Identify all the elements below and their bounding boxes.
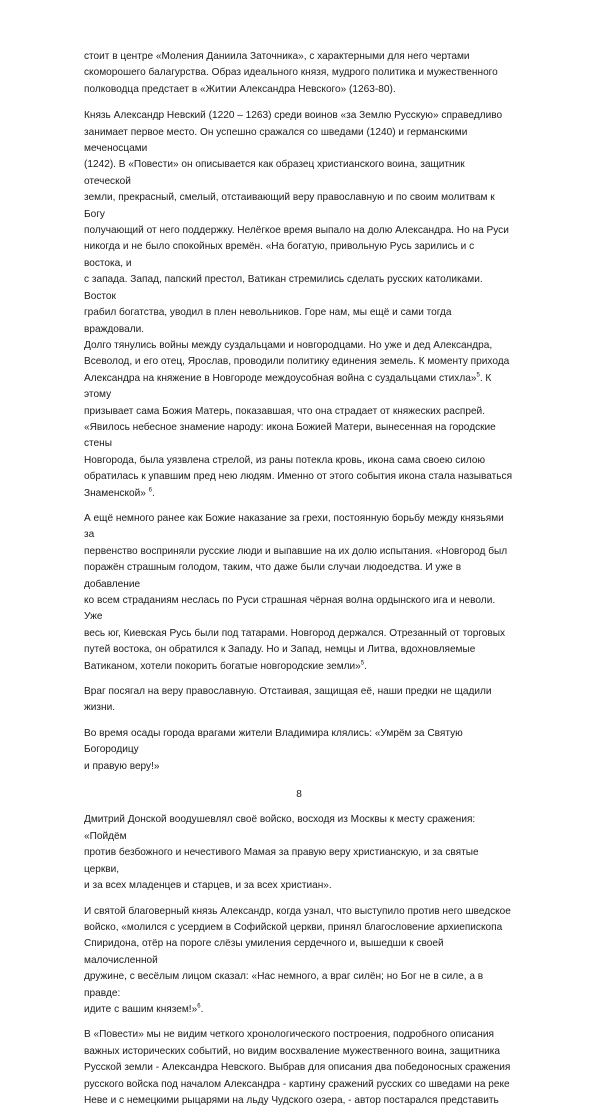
- paragraph-5: [84, 726, 514, 775]
- text-line: идите с вашим князем!»: [84, 1003, 198, 1015]
- text-line: Дмитрий Донской воодушевлял своё войско, восходя из Москвы к месту сражения: «Пойдём: [84, 814, 476, 842]
- paragraph-1: [84, 49, 514, 98]
- paragraph-2: [84, 108, 514, 502]
- text-line: грабил богатства, уводил в плен невольников. Горе нам, мы ещё и сами тогда враждовали.: [84, 307, 452, 335]
- text-line: войско, «молился с усердием в Софийской церкви, принял благословение архиепископа: [84, 921, 503, 933]
- footnote-ref: 6: [148, 487, 153, 494]
- text-line: «Явилось небесное знамение народу: икона Божией Матери, вынесенная на городские стены: [84, 421, 496, 450]
- text-line: стоит в центре «Моления Даниила Заточника», с характерными для него чертами: [84, 51, 470, 62]
- text-line: обратилась к упавшим пред нею людям. Именно от этого события икона стала называться: [84, 471, 513, 483]
- text-line: с запада. Запад, папский престол, Ватикан стремились сделать русских католиками. Восток: [84, 274, 483, 302]
- paragraph-6: [84, 812, 514, 894]
- text-line: А ещё немного ранее как Божие наказание за грехи, постоянную борьбу между князьями за: [84, 512, 504, 541]
- text-line: полководца предстает в «Житии Александра Невского» (1263-80).: [84, 83, 396, 95]
- text-line: земли, прекрасный, смелый, отстаивающий веру православную и по своим молитвам к Богу: [84, 192, 495, 220]
- paragraph-8: [84, 1027, 514, 1109]
- text-line: Долго тянулись войны между суздальцами и новгородцами. Но уже и дед Александра,: [84, 339, 493, 351]
- text-line: Русской земли - Александра Невского. Выбрав для описания два победоносных сражения: [84, 1062, 511, 1074]
- paragraph-7: [84, 904, 514, 1019]
- footnote-ref: 5: [360, 660, 365, 667]
- text-line: дружине, с весёлым лицом сказал: «Нас немного, а враг силён; но Бог не в силе, а в правде:: [84, 971, 484, 999]
- text-line: скоморошего балагурства. Образ идеального князя, мудрого политика и мужественного: [84, 67, 498, 79]
- paragraph-3: [84, 511, 514, 675]
- text-line: (1242). В «Повести» он описывается как образец христианского воина, защитник отечеcкой: [84, 159, 465, 187]
- text-line-tail: .: [152, 487, 155, 499]
- text-line: важных исторических событий, но видим восхваление мужественного воина, защитника: [84, 1045, 501, 1057]
- text-line: поражён страшным голодом, таким, что даже были случаи людоедства. И уже в добавление: [84, 562, 462, 590]
- text-line: никогда и не было спокойных времён. «На богатую, привольную Русь зарились и с востока, и: [84, 241, 475, 269]
- paragraph-4: [84, 684, 514, 717]
- footnote-ref: 6: [197, 1003, 201, 1010]
- text-line: Ватиканом, хотели покорить богатые новгородские земли»: [84, 660, 361, 672]
- text-line: Враг посягал на веру православную. Отстаивая, защищая её, наши предки не щадили жизни.: [84, 686, 492, 714]
- text-line: Князь Александр Невский (1220 – 1263) среди воинов «за Землю Русскую» справедливо: [84, 110, 503, 122]
- text-line: Александра на княжение в Новгороде междоусобная война с суздальцами стихла»: [84, 372, 477, 384]
- text-line: против безбожного и нечестивого Мамая за правую веру христианскую, и за святые церкви,: [84, 847, 479, 875]
- text-line: первенство восприняли русские люди и выпавшие на их долю испытания. «Новгород был: [84, 545, 508, 557]
- text-line: Спиридона, отёр на пороге слёзы умиления сердечного и, вышедши к своей малочисленной: [84, 938, 444, 966]
- text-line: весь юг, Киевская Русь были под татарами. Новгород держался. Отрезанный от торговых: [84, 627, 506, 639]
- footnote-ref: 5: [476, 372, 480, 379]
- text-line: Всеволод, и его отец, Ярослав, проводили политику единения земель. К моменту прихода: [84, 356, 510, 368]
- text-line: и за всех младенцев и старцев, и за всех христиан».: [84, 880, 332, 892]
- text-line: Неве и с немецкими рыцарями на льду Чудского озера, - автор постарался представить: [84, 1094, 499, 1106]
- text-line: Во время осады города врагами жители Владимира клялись: «Умрём за Святую Богородицу: [84, 727, 463, 756]
- text-line: ко всем страданиям неслась по Руси страшная чёрная волна ордынского ига и неволи. Уже: [84, 595, 496, 623]
- text-line: путей востока, он обратился к Западу. Но и Запад, немцы и Литва, вдохновляемые: [84, 644, 476, 656]
- text-line: В «Повести» мы не видим четкого хронологического построения, подробного описания: [84, 1029, 494, 1041]
- text-line: русского войска под началом Александра - картину сражений русских со шведами на реке: [84, 1078, 510, 1090]
- text-line: Новгорода, была уязвлена стрелой, из раны потекла кровь, икона сама своею силою: [84, 454, 486, 466]
- text-line: занимает первое место. Он успешно сражался со шведами (1240) и германскими меченосцами: [84, 126, 468, 155]
- text-line: И святой благоверный князь Александр, когда узнал, что выступило против него шведское: [84, 905, 511, 917]
- text-line-tail: .: [200, 1003, 204, 1015]
- page-number: 8: [296, 789, 302, 801]
- text-line-tail: . К этому: [84, 372, 492, 401]
- text-line-tail: .: [364, 660, 367, 672]
- text-line: призывает сама Божия Матерь, показавшая, что она страдает от княжеских распрей.: [84, 405, 485, 417]
- text-line: получающий от него поддержку. Нелёгкое время выпало на долю Александра. Но на Руси: [84, 225, 509, 237]
- text-line: Знаменской»: [84, 487, 149, 499]
- document-page: [84, 49, 514, 1109]
- text-line: и правую веру!»: [84, 760, 160, 772]
